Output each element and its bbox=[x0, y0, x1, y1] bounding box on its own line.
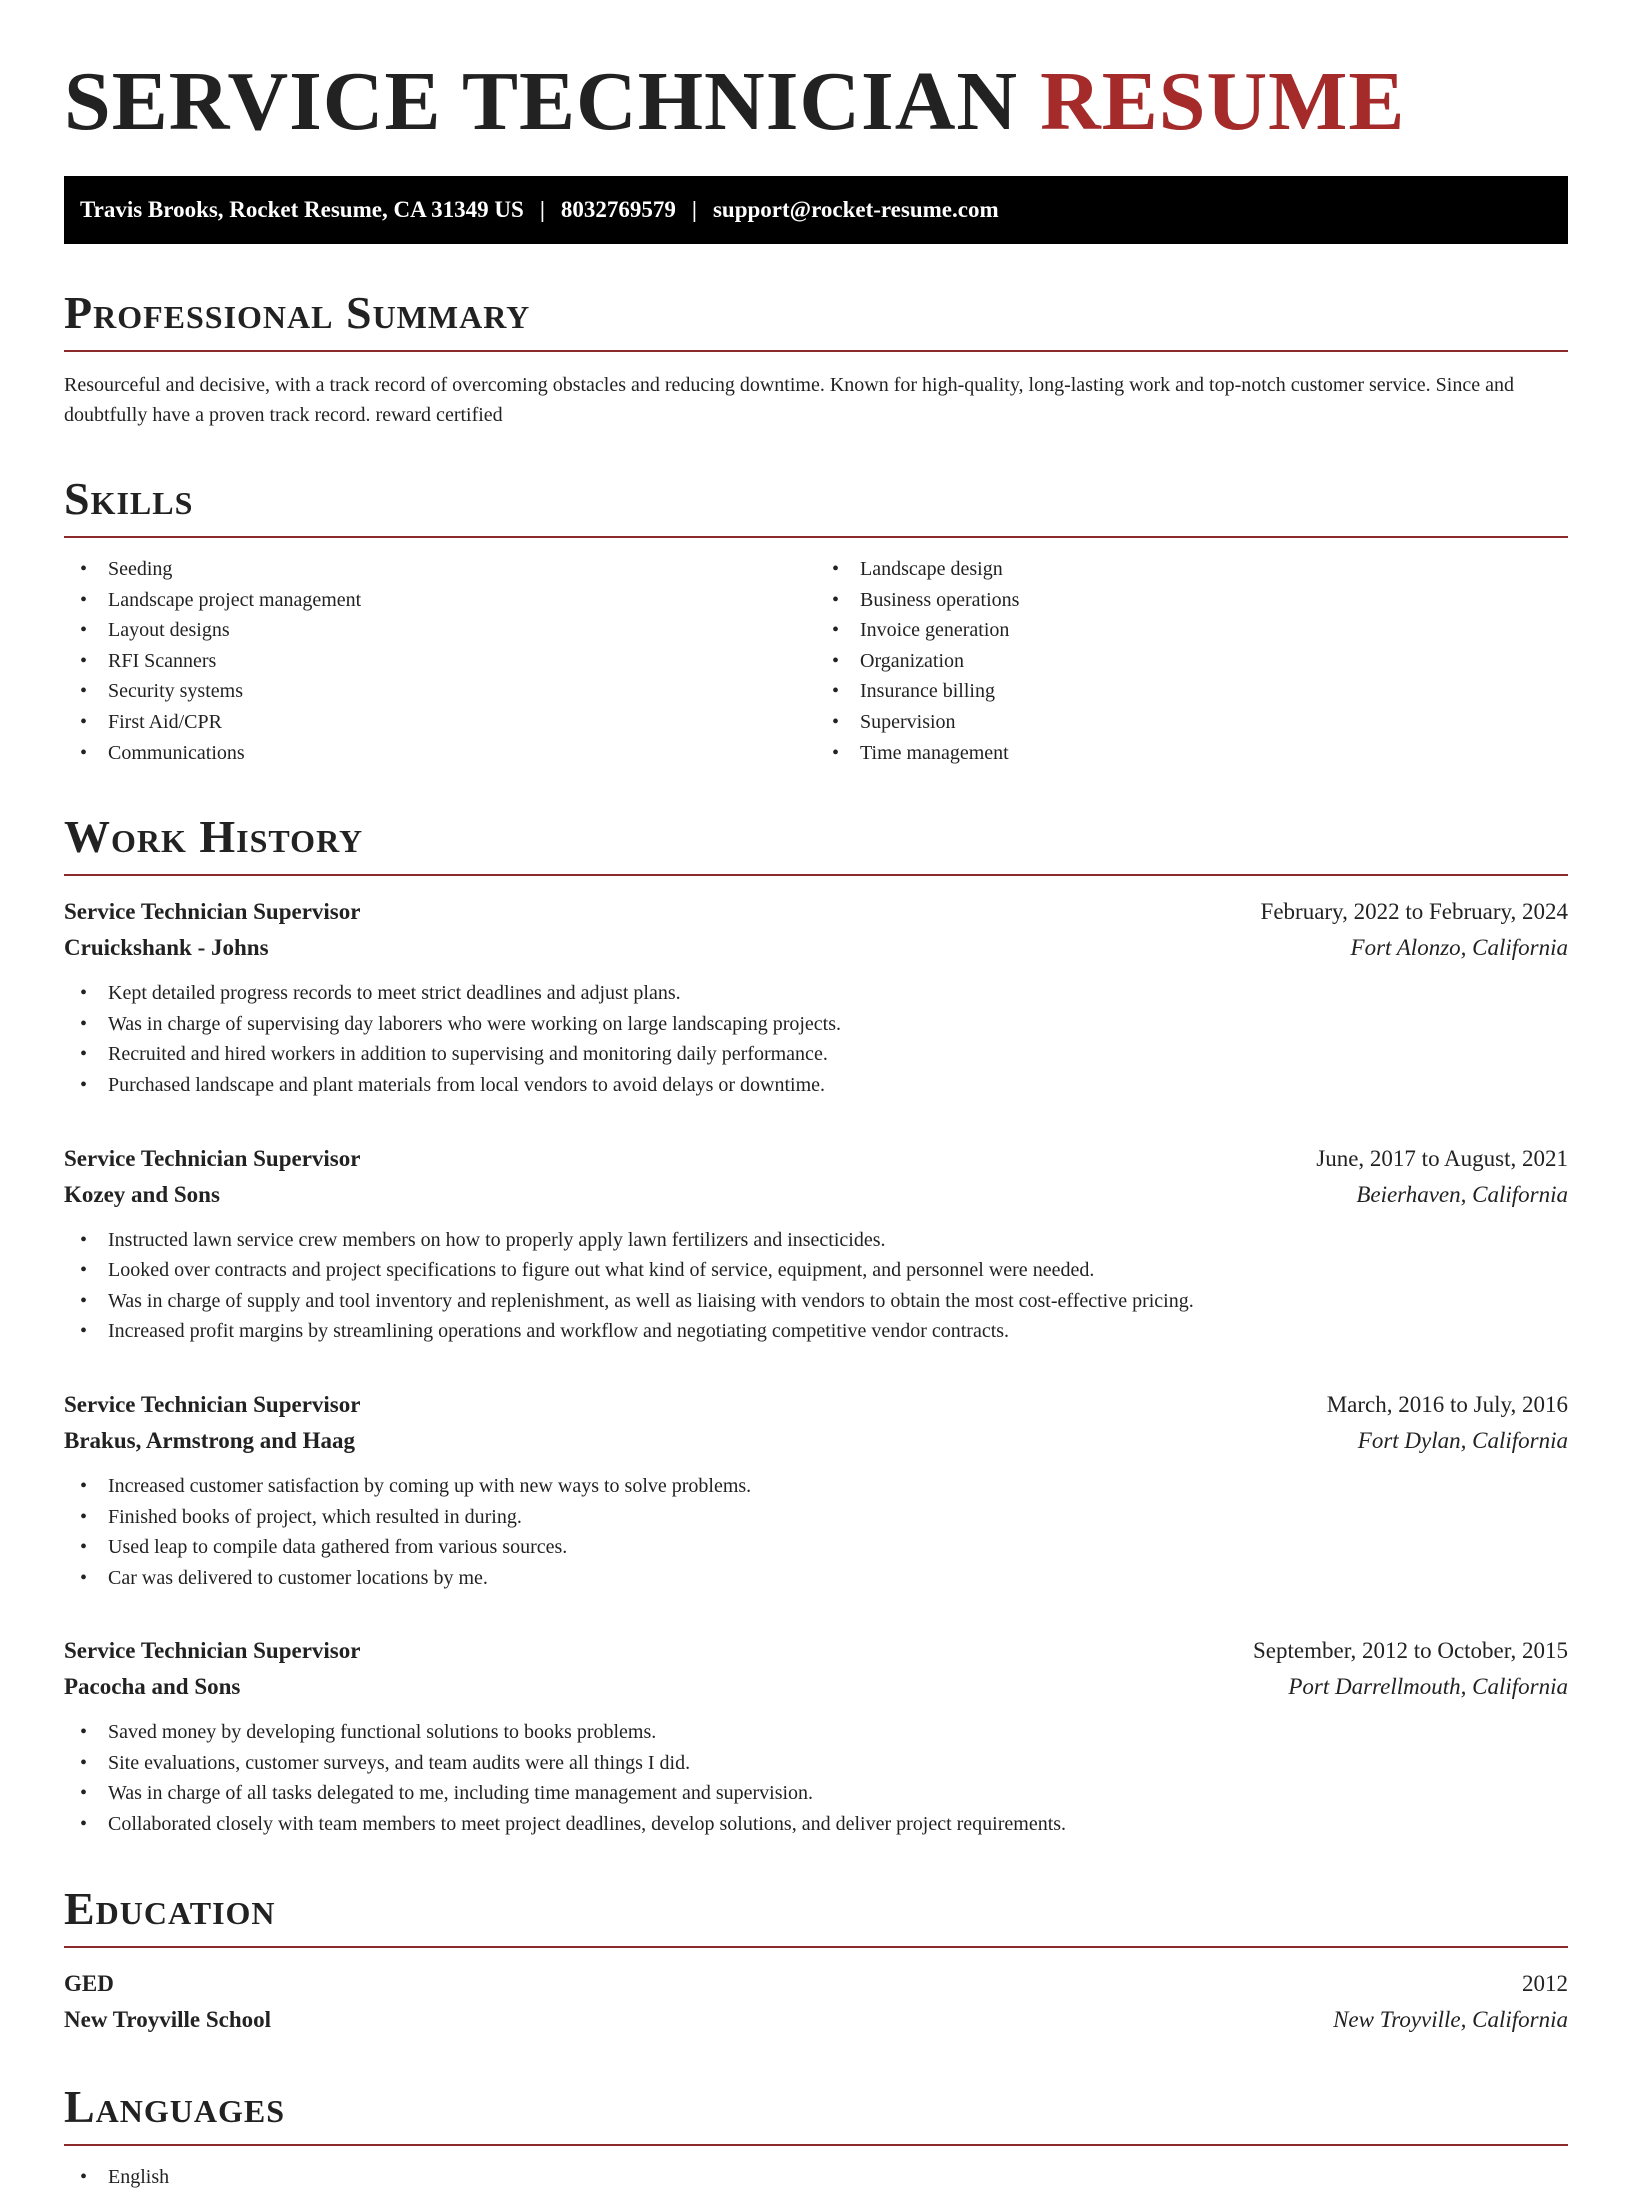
skill-item: • Supervision bbox=[816, 707, 1568, 738]
job-company: Brakus, Armstrong and Haag bbox=[64, 1427, 355, 1453]
duty-item: • Site evaluations, customer surveys, and team audits were all things I did. bbox=[64, 1748, 1568, 1779]
job-dates: September, 2012 to October, 2015 bbox=[1253, 1638, 1568, 1664]
duty-item: • Looked over contracts and project specifications to figure out what kind of service, equipment, and personnel were needed. bbox=[64, 1255, 1568, 1286]
job-company-row bbox=[64, 930, 1568, 966]
section-heading-work-history: Work History bbox=[64, 810, 1568, 876]
duty-item: • Instructed lawn service crew members on how to properly apply lawn fertilizers and insecticides. bbox=[64, 1225, 1568, 1256]
education-entry bbox=[64, 1966, 1568, 2038]
job-company-row bbox=[64, 1423, 1568, 1459]
skill-item: • Seeding bbox=[64, 554, 816, 585]
job-location: Port Darrellmouth, California bbox=[1288, 1674, 1568, 1700]
section-heading-skills: Skills bbox=[64, 472, 1568, 538]
duty-item: • Was in charge of supply and tool inventory and replenishment, as well as liaising with vendors to obtain the most cost-effective pricing. bbox=[64, 1286, 1568, 1317]
job-header-row bbox=[64, 894, 1568, 930]
duty-item: • Recruited and hired workers in addition to supervising and monitoring daily performance. bbox=[64, 1039, 1568, 1070]
summary-section bbox=[64, 286, 1568, 430]
skill-item: • Business operations bbox=[816, 585, 1568, 616]
job-entry bbox=[64, 1633, 1568, 1839]
languages-list bbox=[64, 2162, 1568, 2192]
contact-email: support@rocket-resume.com bbox=[712, 197, 999, 222]
duty-item: • Increased customer satisfaction by coming up with new ways to solve problems. bbox=[64, 1471, 1568, 1502]
contact-separator: | bbox=[691, 197, 697, 222]
duty-item: • Used leap to compile data gathered from various sources. bbox=[64, 1532, 1568, 1563]
job-company: Kozey and Sons bbox=[64, 1181, 220, 1207]
contact-separator: | bbox=[539, 197, 545, 222]
job-dates: March, 2016 to July, 2016 bbox=[1326, 1391, 1568, 1417]
skills-grid bbox=[64, 554, 1568, 768]
job-duties bbox=[64, 1225, 1568, 1347]
education-school: New Troyville School bbox=[64, 2006, 271, 2032]
skill-item: • Landscape design bbox=[816, 554, 1568, 585]
skill-item: • Communications bbox=[64, 738, 816, 769]
job-entry bbox=[64, 1141, 1568, 1347]
contact-phone: 8032769579 bbox=[560, 197, 676, 222]
section-heading-languages: Languages bbox=[64, 2080, 1568, 2146]
section-heading-education: Education bbox=[64, 1882, 1568, 1948]
summary-text: Resourceful and decisive, with a track record of overcoming obstacles and reducing downtime. Known for high-quality, long-lasting work and top-notch customer service. Since and doubtfully have a proven track record. reward certified bbox=[64, 374, 1514, 426]
skills-list-right bbox=[816, 554, 1568, 768]
skills-list-left bbox=[64, 554, 816, 768]
skill-item: • Security systems bbox=[64, 676, 816, 707]
job-entry bbox=[64, 1387, 1568, 1593]
duty-item: • Finished books of project, which resulted in during. bbox=[64, 1502, 1568, 1533]
job-title: Service Technician Supervisor bbox=[64, 1638, 361, 1664]
job-company-row bbox=[64, 1177, 1568, 1213]
job-header-row bbox=[64, 1387, 1568, 1423]
duty-item: • Saved money by developing functional solutions to books problems. bbox=[64, 1717, 1568, 1748]
job-header-row bbox=[64, 1633, 1568, 1669]
job-duties bbox=[64, 978, 1568, 1100]
duty-item: • Was in charge of supervising day laborers who were working on large landscaping projects. bbox=[64, 1009, 1568, 1040]
language-item: • English bbox=[64, 2162, 1568, 2192]
skill-item: • Invoice generation bbox=[816, 615, 1568, 646]
contact-name-address: Travis Brooks, Rocket Resume, CA 31349 US bbox=[80, 197, 524, 222]
education-school-row bbox=[64, 2002, 1568, 2038]
title-accent: RESUME bbox=[1040, 55, 1406, 148]
education-location: New Troyville, California bbox=[1333, 2006, 1568, 2032]
duty-item: • Purchased landscape and plant materials from local vendors to avoid delays or downtime. bbox=[64, 1070, 1568, 1101]
education-section bbox=[64, 1882, 1568, 2038]
duty-item: • Was in charge of all tasks delegated to me, including time management and supervision. bbox=[64, 1778, 1568, 1809]
skill-item: • First Aid/CPR bbox=[64, 707, 816, 738]
job-dates: June, 2017 to August, 2021 bbox=[1316, 1145, 1568, 1171]
education-degree-row bbox=[64, 1966, 1568, 2002]
skill-item: • Time management bbox=[816, 738, 1568, 769]
duty-item: • Car was delivered to customer locations by me. bbox=[64, 1563, 1568, 1594]
skill-item: • Insurance billing bbox=[816, 676, 1568, 707]
job-header-row bbox=[64, 1141, 1568, 1177]
job-location: Beierhaven, California bbox=[1356, 1181, 1568, 1207]
job-title: Service Technician Supervisor bbox=[64, 899, 361, 925]
job-company: Cruickshank - Johns bbox=[64, 935, 269, 961]
skill-item: • RFI Scanners bbox=[64, 646, 816, 677]
section-heading-summary: Professional Summary bbox=[64, 286, 1568, 352]
duty-item: • Collaborated closely with team members to meet project deadlines, develop solutions, and deliver project requirements. bbox=[64, 1809, 1568, 1840]
resume-title bbox=[64, 52, 1568, 152]
skill-item: • Layout designs bbox=[64, 615, 816, 646]
skills-section bbox=[64, 472, 1568, 768]
work-history-section bbox=[64, 810, 1568, 1840]
duty-item: • Increased profit margins by streamlining operations and workflow and negotiating competitive vendor contracts. bbox=[64, 1316, 1568, 1347]
education-year: 2012 bbox=[1522, 1970, 1568, 1996]
job-title: Service Technician Supervisor bbox=[64, 1145, 361, 1171]
title-main: SERVICE TECHNICIAN bbox=[64, 55, 1019, 148]
skill-item: • Landscape project management bbox=[64, 585, 816, 616]
education-degree: GED bbox=[64, 1970, 114, 1996]
contact-bar bbox=[64, 176, 1568, 244]
job-location: Fort Dylan, California bbox=[1357, 1427, 1568, 1453]
job-duties bbox=[64, 1471, 1568, 1593]
job-title: Service Technician Supervisor bbox=[64, 1391, 361, 1417]
job-duties bbox=[64, 1717, 1568, 1839]
job-company-row bbox=[64, 1669, 1568, 1705]
job-company: Pacocha and Sons bbox=[64, 1674, 241, 1700]
job-dates: February, 2022 to February, 2024 bbox=[1260, 899, 1568, 925]
job-location: Fort Alonzo, California bbox=[1350, 935, 1568, 961]
languages-section bbox=[64, 2080, 1568, 2192]
job-entry bbox=[64, 894, 1568, 1100]
skill-item: • Organization bbox=[816, 646, 1568, 677]
duty-item: • Kept detailed progress records to meet strict deadlines and adjust plans. bbox=[64, 978, 1568, 1009]
